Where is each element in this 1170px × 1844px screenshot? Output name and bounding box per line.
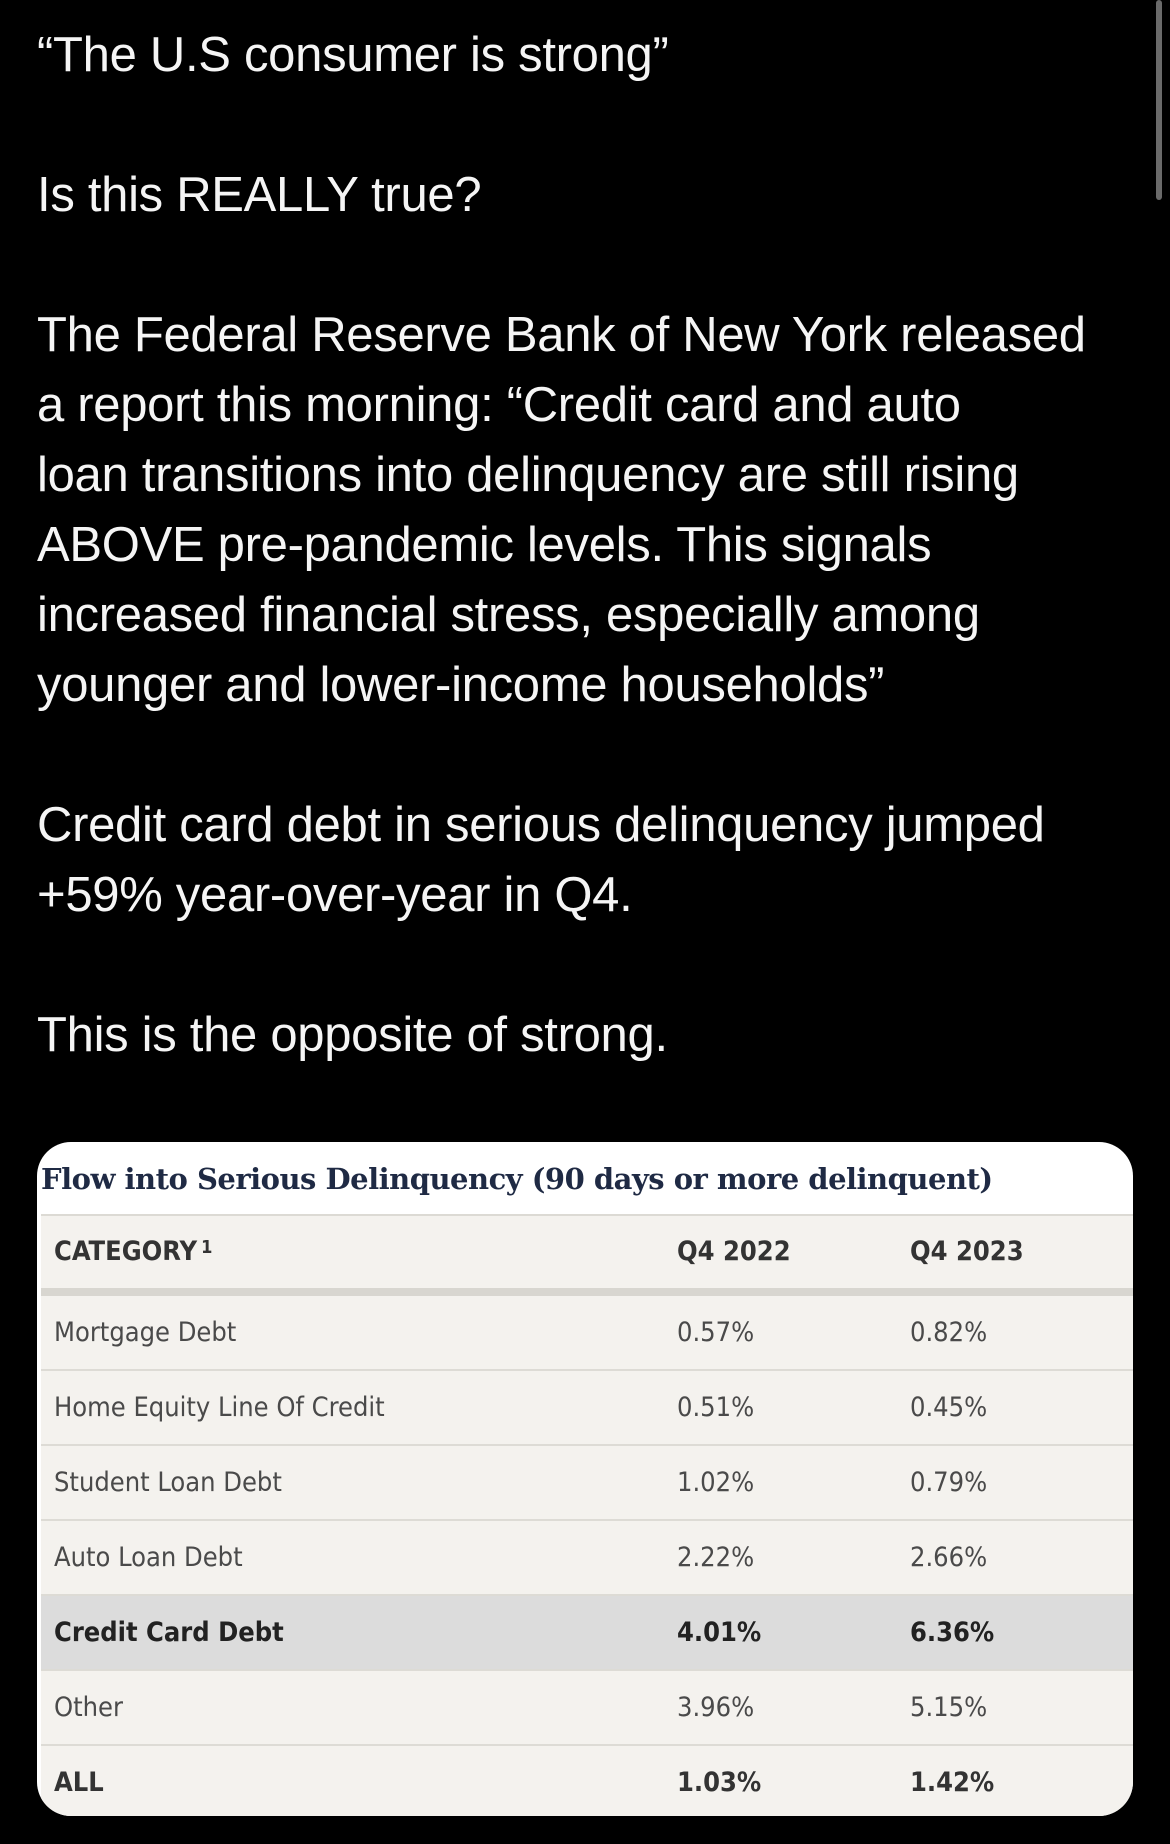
- row-q4-2022: 4.01%: [677, 1617, 762, 1648]
- row-q4-2023: 6.36%: [910, 1617, 995, 1648]
- table-row-total: [41, 1746, 1133, 1816]
- row-q4-2022: 1.02%: [677, 1467, 755, 1498]
- table-row: [41, 1371, 1133, 1446]
- post-paragraph-line: +59% year-over-year in Q4.: [37, 868, 633, 922]
- post-line-question: Is this REALLY true?: [37, 168, 482, 222]
- table-row: [41, 1671, 1133, 1746]
- table-header-row: [41, 1216, 1133, 1296]
- row-category: Mortgage Debt: [54, 1317, 237, 1348]
- header-category-label: CATEGORY: [54, 1236, 198, 1267]
- post-paragraph-line: The Federal Reserve Bank of New York released: [37, 308, 1086, 362]
- scrollbar-thumb[interactable]: [1156, 0, 1162, 200]
- row-category: Auto Loan Debt: [54, 1542, 243, 1573]
- row-q4-2022: 0.57%: [677, 1317, 755, 1348]
- row-q4-2023: 2.66%: [910, 1542, 988, 1573]
- post-paragraph-line: Credit card debt in serious delinquency jumped: [37, 798, 1045, 852]
- post-text: [37, 20, 1137, 1070]
- post-line-conclusion: This is the opposite of strong.: [37, 1008, 668, 1062]
- row-q4-2023: 1.42%: [910, 1767, 995, 1798]
- post-paragraph-credit-card: [37, 790, 1137, 930]
- row-category: Other: [54, 1692, 123, 1723]
- post-line-quote: “The U.S consumer is strong”: [37, 28, 669, 82]
- header-q4-2022: Q4 2022: [677, 1236, 791, 1267]
- table-title: Flow into Serious Delinquency (90 days or more delinquent): [41, 1162, 993, 1196]
- attached-image-card[interactable]: [37, 1142, 1133, 1816]
- row-q4-2023: 0.45%: [910, 1392, 988, 1423]
- row-category: Credit Card Debt: [54, 1617, 284, 1648]
- row-q4-2022: 3.96%: [677, 1692, 755, 1723]
- post-paragraph-line: a report this morning: “Credit card and auto: [37, 378, 961, 432]
- post-paragraph-fed-report: [37, 300, 1137, 720]
- row-q4-2022: 2.22%: [677, 1542, 755, 1573]
- row-q4-2022: 1.03%: [677, 1767, 762, 1798]
- post-paragraph-line: increased financial stress, especially among: [37, 588, 980, 642]
- delinquency-table: [41, 1214, 1133, 1816]
- row-q4-2022: 0.51%: [677, 1392, 755, 1423]
- row-category: Home Equity Line Of Credit: [54, 1392, 385, 1423]
- row-category: Student Loan Debt: [54, 1467, 282, 1498]
- row-q4-2023: 5.15%: [910, 1692, 988, 1723]
- table-row: [41, 1296, 1133, 1371]
- table-row-highlighted: [41, 1596, 1133, 1671]
- post-paragraph-line: loan transitions into delinquency are still rising: [37, 448, 1019, 502]
- row-category: ALL: [54, 1767, 104, 1798]
- table-row: [41, 1446, 1133, 1521]
- header-footnote-marker: 1: [201, 1237, 213, 1258]
- row-q4-2023: 0.79%: [910, 1467, 988, 1498]
- post-paragraph-line: younger and lower-income households”: [37, 658, 885, 712]
- header-q4-2023: Q4 2023: [910, 1236, 1024, 1267]
- header-category: [54, 1216, 212, 1288]
- row-q4-2023: 0.82%: [910, 1317, 988, 1348]
- table-row: [41, 1521, 1133, 1596]
- post-paragraph-line: ABOVE pre-pandemic levels. This signals: [37, 518, 932, 572]
